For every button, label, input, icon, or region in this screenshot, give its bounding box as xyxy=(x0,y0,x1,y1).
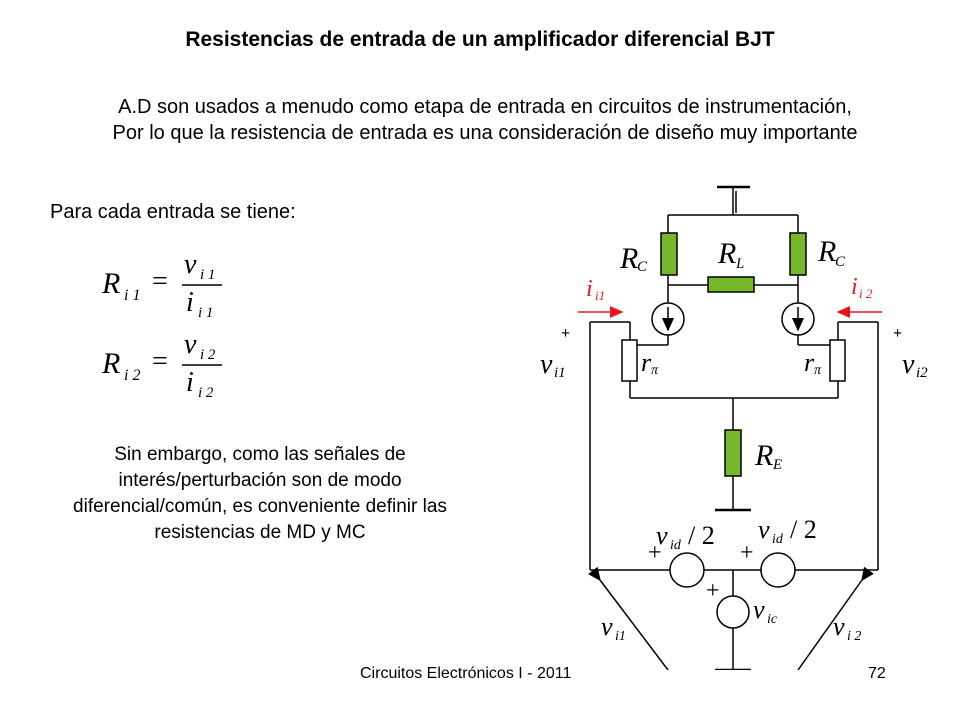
label-vid-right-half: / 2 xyxy=(790,515,817,544)
formula-ri2-denominator-sub: i 2 xyxy=(198,385,214,401)
formula-ri2-lhs: R xyxy=(102,347,121,380)
formula-ri2-denominator: i xyxy=(186,367,194,398)
label-ii2-sub: i 2 xyxy=(859,286,873,301)
resistor-re xyxy=(725,430,741,476)
intro-line-2: Por lo que la resistencia de entrada es una consideración de diseño muy importante xyxy=(112,122,858,144)
differential-amplifier-circuit xyxy=(500,170,960,670)
label-rl: R xyxy=(718,237,737,270)
label-rc-right: R xyxy=(818,235,837,268)
source-vic xyxy=(717,596,749,628)
source-vid-left xyxy=(670,553,704,587)
lead-text: Para cada entrada se tiene: xyxy=(50,201,296,223)
label-rpi-left: r xyxy=(641,348,652,377)
formula-ri1-numerator: v xyxy=(184,249,197,280)
label-vi1-sub: i1 xyxy=(554,365,566,381)
formula-ri1-denominator: i xyxy=(186,287,194,318)
formula-ri1 xyxy=(101,249,222,321)
slide-title: Resistencias de entrada de un amplificador diferencial BJT xyxy=(185,28,775,51)
label-vic-sub: ic xyxy=(767,612,778,627)
label-vid-left-half: / 2 xyxy=(688,521,715,550)
formula-ri2-equals: = xyxy=(152,346,168,377)
label-vi2: v xyxy=(902,349,915,380)
label-vic: v xyxy=(753,595,765,624)
note-text: Sin embargo, como las señales de interés/perturbación son de modo diferencial/común, es conveniente definir las resistencias de MD y MC xyxy=(73,444,447,543)
label-vi2-bottom-sub: i 2 xyxy=(847,629,862,644)
formula-ri1-numerator-sub: i 1 xyxy=(200,267,216,283)
label-vid-left: v xyxy=(656,521,668,550)
footer-text: Circuitos Electrónicos I - 2011 xyxy=(360,665,572,682)
resistor-rpi-left xyxy=(622,340,637,381)
label-vi2-sub: i2 xyxy=(916,365,928,381)
label-vid-right: v xyxy=(758,515,770,544)
input-arrow-vi2 xyxy=(798,580,862,670)
plus-left: + xyxy=(561,325,571,342)
label-re: R xyxy=(755,439,774,472)
label-rpi-right: r xyxy=(804,348,815,377)
page-number: 72 xyxy=(868,665,886,682)
label-rc-left-sub: C xyxy=(637,259,648,275)
label-vi1: v xyxy=(540,349,553,380)
formula-ri2 xyxy=(101,329,222,401)
plus-vid-right: + xyxy=(740,540,754,566)
label-vi1-bottom: v xyxy=(601,612,613,641)
source-vid-right xyxy=(761,553,795,587)
formula-ri1-lhs-sub: i 1 xyxy=(124,287,141,304)
plus-right: + xyxy=(893,325,903,342)
label-rpi-right-sub: π xyxy=(814,363,822,378)
label-vid-left-sub: id xyxy=(670,538,681,553)
resistor-rpi-right xyxy=(830,340,845,381)
label-vid-right-sub: id xyxy=(772,532,783,547)
formula-ri2-numerator-sub: i 2 xyxy=(200,347,216,363)
label-rl-sub: L xyxy=(736,256,745,272)
label-vi2-bottom: v xyxy=(833,612,845,641)
formula-ri2-numerator: v xyxy=(184,329,197,360)
formula-ri1-denominator-sub: i 1 xyxy=(198,305,214,321)
plus-vid-left: + xyxy=(648,540,662,566)
label-vi1-bottom-sub: i1 xyxy=(615,629,626,644)
controlled-sources xyxy=(652,303,814,335)
input-resistance-formulas xyxy=(90,245,260,415)
label-rc-left: R xyxy=(620,242,639,275)
formula-ri1-lhs: R xyxy=(102,267,121,300)
label-re-sub: E xyxy=(773,457,783,473)
label-rpi-left-sub: π xyxy=(651,363,659,378)
label-ii1: i xyxy=(586,276,593,302)
formula-ri1-equals: = xyxy=(152,266,168,297)
resistor-rc-right xyxy=(790,233,806,275)
label-ii2: i xyxy=(851,274,858,300)
plus-vic: + xyxy=(706,578,720,604)
label-rc-right-sub: C xyxy=(835,254,846,270)
resistor-rc-left xyxy=(661,233,677,275)
intro-text xyxy=(0,94,960,146)
formula-ri2-lhs-sub: i 2 xyxy=(124,367,141,384)
resistor-rl xyxy=(708,277,754,292)
label-ii1-sub: i1 xyxy=(595,288,606,303)
intro-line-1: A.D son usados a menudo como etapa de entrada en circuitos de instrumentación, xyxy=(118,96,852,118)
